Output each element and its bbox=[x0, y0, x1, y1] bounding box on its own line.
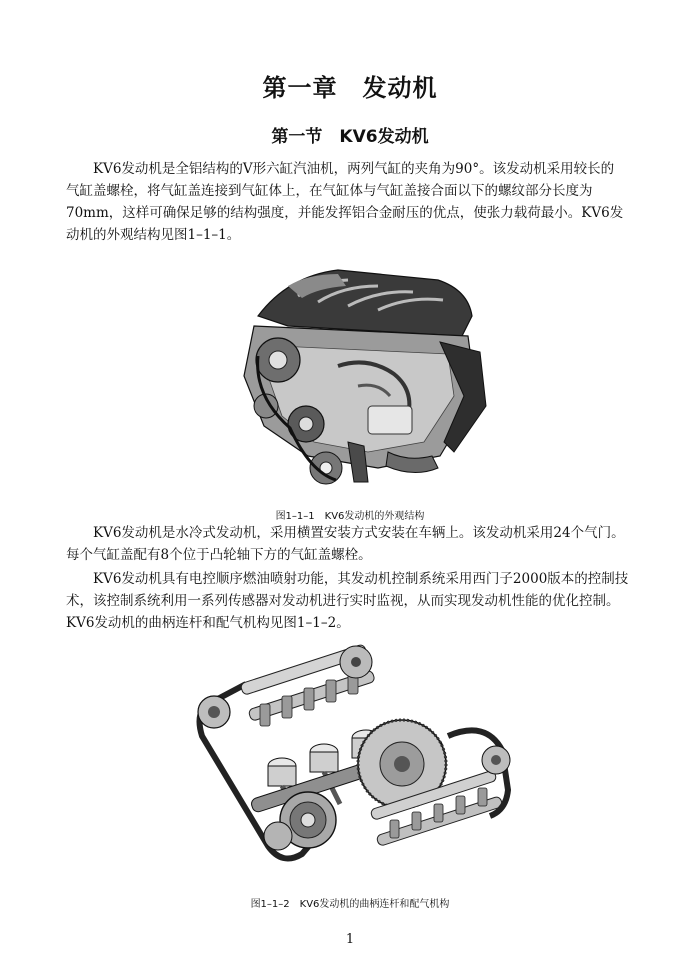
crank-valvetrain-figure bbox=[190, 640, 520, 876]
chapter-title: 第一章 发动机 bbox=[262, 74, 438, 102]
paragraph-cooling bbox=[66, 522, 640, 566]
engine-exterior-figure bbox=[218, 256, 490, 496]
paragraph-line: KV6发动机是水冷式发动机，采用横置安装方式安装在车辆上。该发动机采用24个气门。 bbox=[93, 525, 625, 541]
paragraph-control bbox=[66, 568, 640, 634]
engine-exterior-icon bbox=[218, 256, 490, 496]
page-number: 1 bbox=[345, 932, 355, 947]
paragraph-line: 70mm，这样可确保足够的结构强度，并能发挥铝合金耐压的优点，使张力载荷最小。KV6发 bbox=[66, 205, 624, 221]
figure-caption: 图1–1–2 KV6发动机的曲柄连杆和配气机构 bbox=[250, 899, 450, 910]
crank-valvetrain-icon bbox=[190, 640, 520, 876]
paragraph-line: KV6发动机是全铝结构的V形六缸汽油机，两列气缸的夹角为90°。该发动机采用较长的 bbox=[93, 161, 615, 177]
paragraph-intro bbox=[66, 158, 640, 246]
paragraph-line: KV6发动机具有电控顺序燃油喷射功能，其发动机控制系统采用西门子2000版本的控制技 bbox=[93, 571, 629, 587]
paragraph-line: 气缸盖螺栓，将气缸盖连接到气缸体上，在气缸体与气缸盖接合面以下的螺纹部分长度为 bbox=[66, 183, 593, 199]
paragraph-line: 每个气缸盖配有8个位于凸轮轴下方的气缸盖螺栓。 bbox=[66, 547, 372, 563]
section-title: 第一节 KV6发动机 bbox=[271, 127, 429, 147]
figure-caption: 图1–1–1 KV6发动机的外观结构 bbox=[275, 511, 425, 522]
paragraph-line: 动机的外观结构见图1–1–1。 bbox=[66, 227, 241, 243]
paragraph-line: 术，该控制系统利用一系列传感器对发动机进行实时监视，从而实现发动机性能的优化控制。 bbox=[66, 593, 620, 609]
paragraph-line: KV6发动机的曲柄连杆和配气机构见图1–1–2。 bbox=[66, 615, 350, 631]
